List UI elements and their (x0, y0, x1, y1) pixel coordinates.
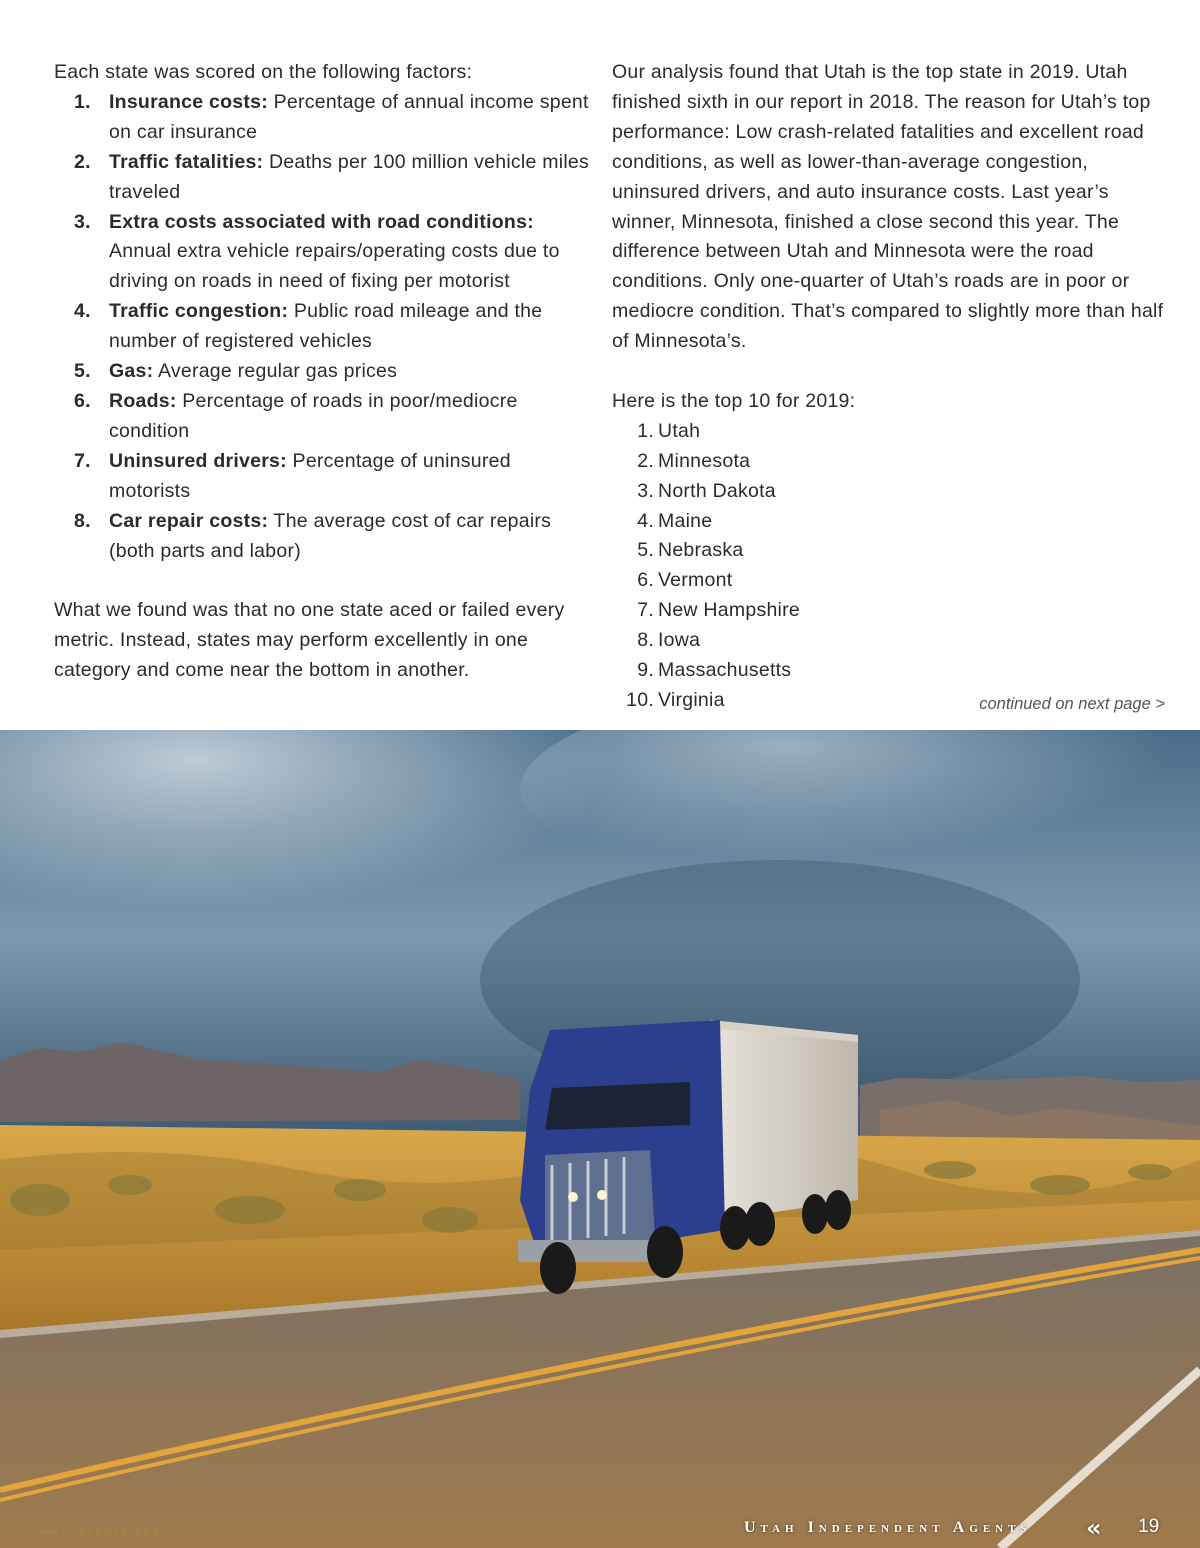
ranking-item (612, 566, 1172, 596)
rank-number: 3. (637, 479, 654, 502)
factor-number: 4. (74, 300, 91, 323)
factor-description: Percentage of annual income spent on car insurance (109, 90, 589, 143)
state-name: Massachusetts (658, 659, 792, 682)
left-column (54, 58, 594, 686)
factor-name: Gas: (109, 360, 154, 383)
rank-number: 2. (637, 449, 654, 472)
factor-number: 8. (74, 509, 91, 532)
paragraph-gap (54, 566, 594, 596)
factor-number: 5. (74, 360, 91, 383)
factor-name: Traffic fatalities: (109, 150, 264, 173)
factor-name: Traffic congestion: (109, 300, 289, 323)
state-name: New Hampshire (658, 599, 800, 622)
factor-number: 1. (74, 90, 91, 113)
page-number: 19 (1138, 1516, 1160, 1537)
ranking-item (612, 507, 1172, 537)
factor-item (54, 208, 594, 298)
factor-description: Average regular gas prices (153, 360, 398, 383)
factor-name: Extra costs associated with road conditions: (109, 210, 534, 233)
footer-website: www.utahia.org (38, 1524, 162, 1538)
ranking-item (612, 596, 1172, 626)
state-name: North Dakota (658, 479, 776, 502)
factor-number: 6. (74, 389, 91, 412)
paragraph-gap (612, 357, 1172, 387)
factor-description: Percentage of uninsured motorists (109, 449, 511, 502)
rank-number: 4. (637, 509, 654, 532)
factor-number: 2. (74, 150, 91, 173)
factor-number: 3. (74, 210, 91, 233)
state-name: Utah (658, 419, 701, 442)
rank-number: 6. (637, 569, 654, 592)
rank-number: 1. (637, 419, 654, 442)
factor-name: Roads: (109, 389, 177, 412)
factor-item (54, 357, 594, 387)
ranking-item (612, 536, 1172, 566)
factor-item (54, 88, 594, 148)
factor-description: Percentage of roads in poor/mediocre condition (109, 389, 518, 442)
state-name: Nebraska (658, 539, 744, 562)
chevron-left-icon: « (1086, 1514, 1102, 1542)
factor-item (54, 387, 594, 447)
state-name: Virginia (658, 689, 725, 712)
truck-on-highway-photo (0, 730, 1200, 1548)
factor-description: Annual extra vehicle repairs/operating costs due to driving on roads in need of fixing per motorist (109, 240, 560, 293)
footer-publication-name: Utah Independent Agents (744, 1519, 1032, 1536)
rank-number: 7. (637, 599, 654, 622)
rank-number: 10. (626, 689, 654, 712)
state-name: Vermont (658, 569, 733, 592)
ranking-item (612, 477, 1172, 507)
factor-item (54, 297, 594, 357)
factor-item (54, 507, 594, 567)
rank-number: 8. (637, 629, 654, 652)
factor-name: Insurance costs: (109, 90, 268, 113)
factor-item (54, 447, 594, 507)
ranking-item (612, 656, 1172, 686)
factor-name: Uninsured drivers: (109, 449, 287, 472)
rank-number: 9. (637, 659, 654, 682)
rank-number: 5. (637, 539, 654, 562)
factors-intro: Each state was scored on the following factors: (54, 61, 473, 83)
state-name: Iowa (658, 629, 701, 652)
top10-intro: Here is the top 10 for 2019: (612, 389, 856, 412)
factors-list (54, 88, 594, 567)
findings-paragraph: What we found was that no one state aced or failed every metric. Instead, states may perform excellently in one category and come near the bottom in another. (54, 599, 565, 682)
continued-note: continued on next page > (979, 695, 1165, 713)
analysis-paragraph: Our analysis found that Utah is the top state in 2019. Utah finished sixth in our report in 2018. The reason for Utah’s top performance: Low crash-related fatalities and excellent road conditions, as well as lower-than-average congestion, uninsured drivers, and auto insurance costs. Last year’s winner, Minnesota, finished a close second this year. The difference between Utah and Minnesota were the road conditions. Only one-quarter of Utah’s roads are in poor or mediocre condition. That’s compared to slightly more than half of Minnesota’s. (612, 61, 1164, 353)
right-column (612, 58, 1172, 716)
ranking-item (612, 447, 1172, 477)
factor-description: The average cost of car repairs (both parts and labor) (109, 509, 552, 562)
factor-number: 7. (74, 449, 91, 472)
factor-description: Public road mileage and the number of registered vehicles (109, 300, 543, 353)
ranking-item (612, 417, 1172, 447)
state-name: Maine (658, 509, 713, 532)
ranking-item (612, 626, 1172, 656)
top10-list (612, 417, 1172, 716)
factor-description: Deaths per 100 million vehicle miles traveled (109, 150, 590, 203)
factor-name: Car repair costs: (109, 509, 269, 532)
state-name: Minnesota (658, 449, 751, 472)
factor-item (54, 148, 594, 208)
